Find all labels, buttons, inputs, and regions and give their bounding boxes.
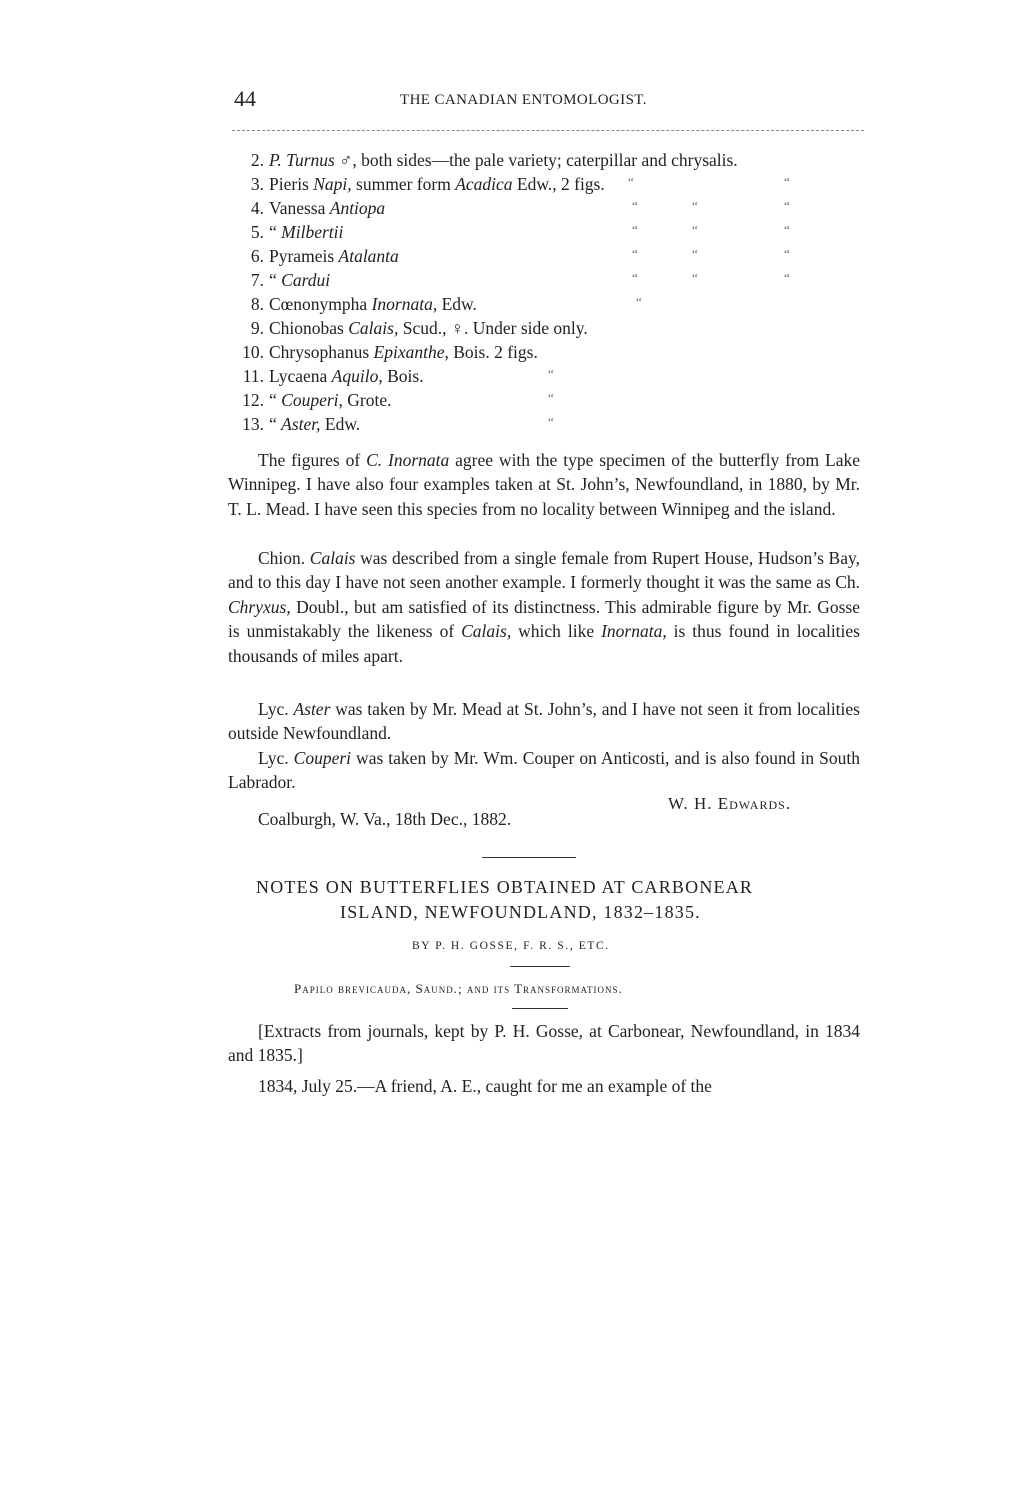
text-run: “	[269, 390, 282, 410]
list-item-number: 10.	[242, 342, 264, 362]
list-item-text	[269, 246, 399, 267]
list-item-number: 2.	[250, 150, 264, 170]
italic-text: Atalanta	[338, 246, 399, 266]
article-title-line2: ISLAND, NEWFOUNDLAND, 1832–1835.	[340, 902, 701, 922]
ditto-mark: “	[784, 270, 790, 285]
ditto-mark: “	[784, 222, 790, 237]
italic-text: Acadica	[455, 174, 513, 194]
paragraph-couperi	[228, 746, 860, 795]
running-title: THE CANADIAN ENTOMOLOGIST.	[400, 92, 647, 108]
italic-text: C. Inornata	[366, 450, 450, 470]
page-number: 44	[234, 86, 256, 111]
ditto-mark: “	[692, 270, 698, 285]
list-item-number: 12.	[242, 390, 264, 410]
text-run: “	[269, 414, 282, 434]
text-run: is thus found in localities thousands of miles apart.	[228, 621, 860, 666]
text-run: Pyrameis	[269, 246, 339, 266]
list-item-text	[269, 414, 360, 435]
italic-text: Calais	[309, 548, 356, 568]
text-run: Lycaena	[269, 366, 332, 386]
list-item-number: 4.	[250, 198, 264, 218]
list-item-text	[269, 174, 605, 195]
paragraph-aster	[228, 697, 860, 746]
text-run: Lyc.	[258, 748, 294, 768]
ditto-mark: “	[784, 246, 790, 261]
subtitle-rule	[512, 1008, 568, 1009]
ditto-mark: “	[548, 366, 554, 381]
text-run: Cœnonympha	[269, 294, 372, 314]
italic-text: Inornata,	[371, 294, 438, 314]
italic-text: P. Turnus	[269, 150, 335, 170]
byline-rule	[510, 966, 570, 967]
list-item-number: 8.	[250, 294, 264, 314]
section-divider	[482, 857, 576, 858]
text-run: was taken by Mr. Wm. Couper on Anticosti, and is also found in South Labrador.	[228, 748, 860, 793]
italic-text: Calais,	[348, 318, 399, 338]
text-run: Pieris	[269, 174, 314, 194]
ditto-mark: “	[784, 198, 790, 213]
list-item-text	[269, 222, 343, 243]
article-byline: BY P. H. GOSSE, F. R. S., ETC.	[412, 940, 610, 952]
text-run: Chionobas	[269, 318, 349, 338]
italic-text: Calais,	[461, 621, 512, 642]
list-item-text	[269, 366, 424, 387]
ditto-mark: “	[692, 222, 698, 237]
text-run: “	[269, 270, 282, 290]
text-run: was described from a single female from Rupert House, Hudson’s Bay, and to this day I have not seen another example. I formerly thought it was the same as Ch.	[228, 548, 860, 593]
list-item-number: 5.	[250, 222, 264, 242]
list-item-text	[269, 198, 385, 219]
text-run: Bois. 2 figs.	[448, 342, 538, 362]
text-run: Vanessa	[269, 198, 330, 218]
article-title-line1: NOTES ON BUTTERFLIES OBTAINED AT CARBONEAR	[256, 877, 754, 897]
italic-text: Aster	[293, 699, 331, 719]
list-item-text	[269, 294, 477, 315]
ditto-mark: “	[692, 246, 698, 261]
italic-text: Napi,	[313, 174, 352, 194]
italic-text: Couperi	[293, 748, 352, 768]
text-run: Edw.	[320, 414, 361, 434]
list-item-number: 13.	[242, 414, 264, 434]
italic-text: Aster,	[281, 414, 321, 434]
list-item-number: 9.	[250, 318, 264, 338]
text-run: “	[269, 222, 282, 242]
text-run: Grote.	[342, 390, 392, 410]
ditto-mark: “	[692, 198, 698, 213]
italic-text: Chryxus,	[228, 596, 291, 617]
ditto-mark: “	[636, 294, 642, 309]
list-item-number: 11.	[242, 366, 264, 386]
text-run: The figures of	[258, 450, 367, 470]
dateline: Coalburgh, W. Va., 18th Dec., 1882.	[258, 809, 512, 829]
italic-text: Milbertii	[281, 222, 344, 242]
text-run: ♂, both sides—the pale variety; caterpillar and chrysalis.	[334, 150, 738, 170]
italic-text: Cardui	[281, 270, 331, 290]
text-run: Bois.	[382, 366, 424, 386]
italic-text: Inornata,	[601, 621, 667, 642]
italic-text: Antiopa	[329, 198, 386, 218]
list-item-number: 6.	[250, 246, 264, 266]
text-run: was taken by Mr. Mead at St. John’s, and I have not seen it from localities outside Newfoundland.	[228, 699, 860, 744]
ditto-mark: “	[632, 198, 638, 213]
header-rule	[232, 130, 864, 131]
text-run: Scud., ♀. Under side only.	[398, 318, 588, 338]
paragraph-calais	[228, 546, 860, 668]
text-run: Chion.	[258, 548, 310, 568]
ditto-mark: “	[628, 174, 634, 189]
list-item-text	[269, 150, 738, 171]
ditto-mark: “	[784, 174, 790, 189]
text-run: Edw., 2 figs.	[512, 174, 605, 194]
ditto-mark: “	[548, 414, 554, 429]
italic-text: Aquilo,	[331, 366, 383, 386]
text-run: which like	[511, 621, 602, 642]
italic-text: Couperi,	[281, 390, 343, 410]
list-item-text	[269, 342, 538, 363]
text-run: Lyc.	[258, 699, 294, 719]
paragraph-inornata	[228, 448, 860, 521]
text-run: Edw.	[437, 294, 477, 314]
text-run: summer form	[351, 174, 456, 194]
ditto-mark: “	[632, 222, 638, 237]
italic-text: Epixanthe,	[373, 342, 449, 362]
list-item-text	[269, 390, 392, 411]
extract-note: [Extracts from journals, kept by P. H. Gosse, at Carbonear, Newfoundland, in 1834 and 1835.]	[228, 1021, 860, 1066]
list-item-number: 3.	[250, 174, 264, 194]
ditto-mark: “	[632, 270, 638, 285]
list-item-text	[269, 318, 588, 339]
article-subtitle: Papilo brevicauda, Saund.; and its Transformations.	[294, 981, 623, 996]
list-item-text	[269, 270, 330, 291]
ditto-mark: “	[632, 246, 638, 261]
text-run: Doubl., but am satisfied of its distinctness. This admirable figure by Mr. Gosse is unmistakably the likeness of	[228, 596, 860, 642]
text-run: Chrysophanus	[269, 342, 374, 362]
signature: W. H. Edwards.	[668, 794, 792, 813]
ditto-mark: “	[548, 390, 554, 405]
journal-entry: 1834, July 25.—A friend, A. E., caught for me an example of the	[258, 1076, 712, 1096]
list-item-number: 7.	[250, 270, 264, 290]
text-run: agree with the type specimen of the butterfly from Lake Winnipeg. I have also four examples taken at St. John’s, Newfoundland, in 1880, by Mr. T. L. Mead. I have seen this species from no locality between Winnipeg and the island.	[228, 450, 860, 519]
